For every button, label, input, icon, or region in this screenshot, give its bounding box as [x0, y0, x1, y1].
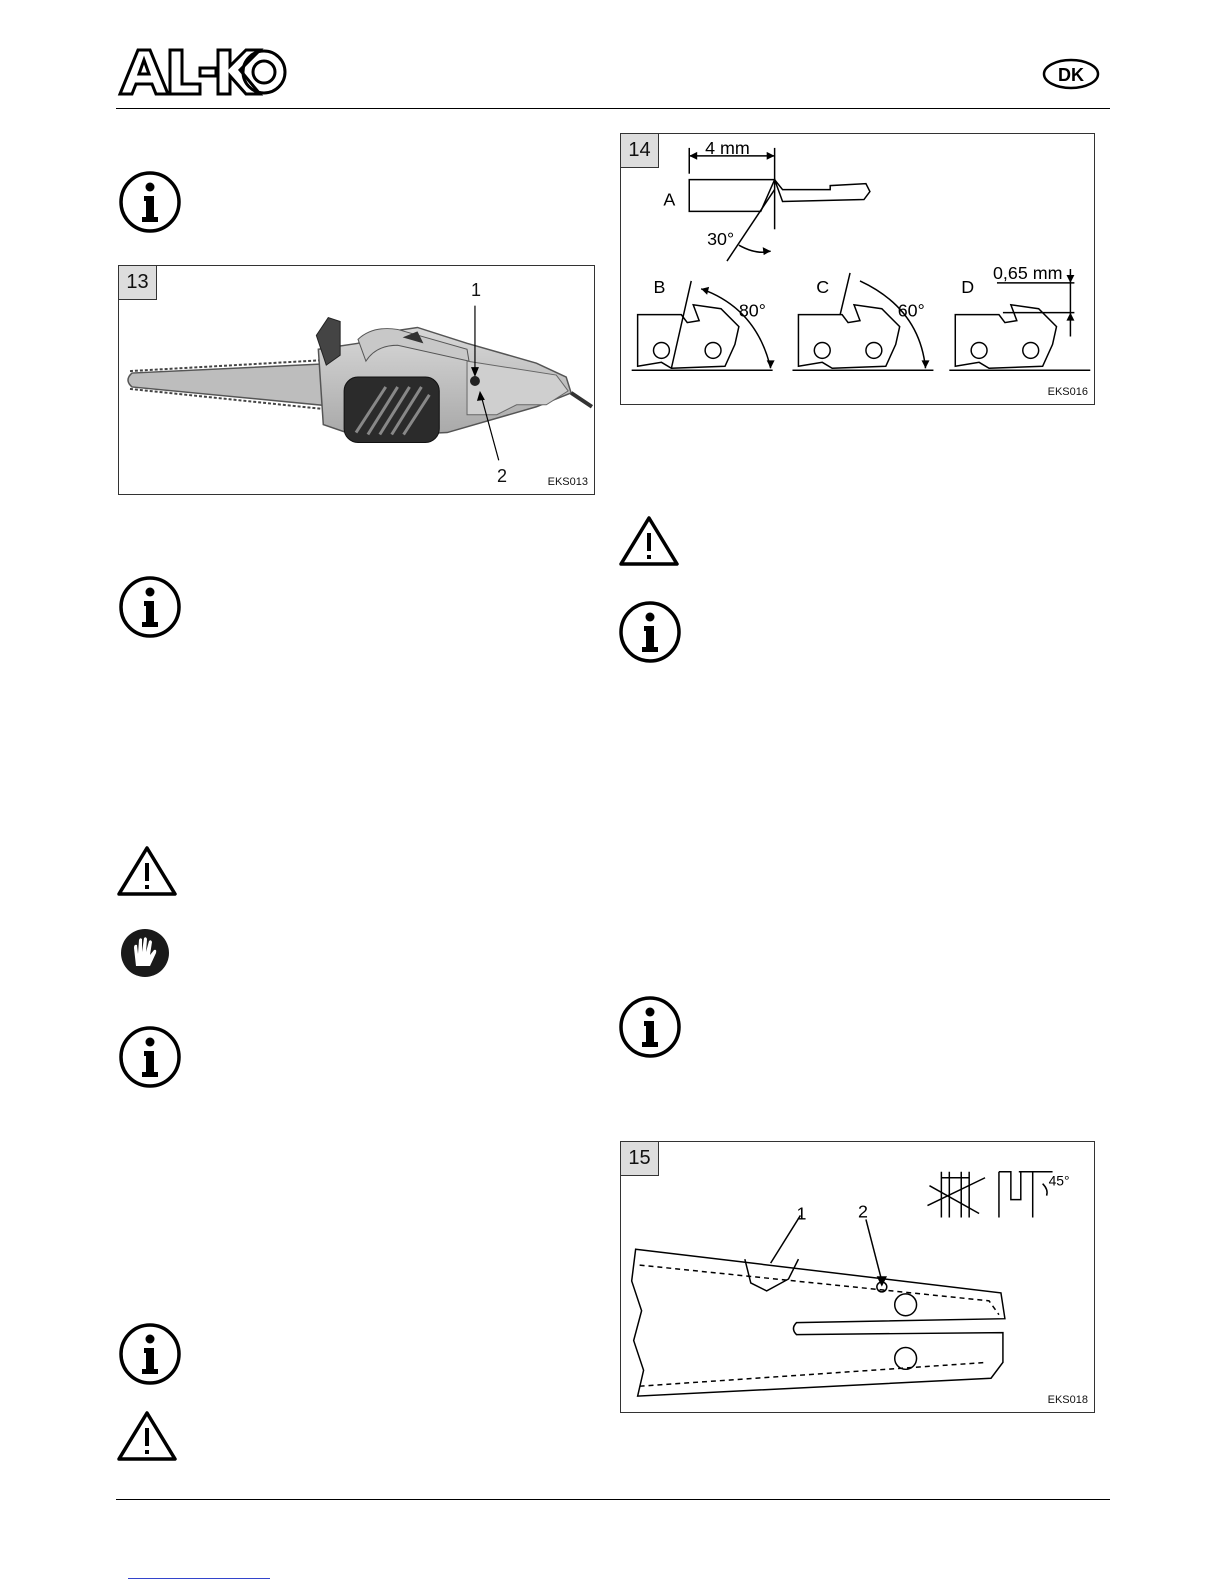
callout-1: 1 — [471, 280, 482, 300]
callout-2: 2 — [497, 466, 508, 486]
figure-14-number: 14 — [621, 134, 659, 168]
figure-13-code: EKS013 — [547, 476, 588, 488]
alko-logo-graphic — [116, 46, 288, 98]
callout-1: 1 — [796, 1203, 807, 1224]
info-icon — [118, 1322, 182, 1386]
info-icon — [118, 575, 182, 639]
figure-15 — [620, 1141, 1095, 1413]
alko-logo — [116, 46, 288, 98]
language-badge — [1042, 58, 1100, 90]
warning-icon — [618, 515, 680, 567]
figure-15-code: EKS018 — [1047, 1394, 1088, 1406]
guide-bar-diagram — [621, 1142, 1094, 1412]
angle-45: 45° — [1048, 1172, 1070, 1189]
figure-13-number: 13 — [119, 266, 157, 300]
dim-depth: 0,65 mm — [992, 262, 1063, 283]
chainsaw-photo — [119, 266, 594, 494]
angle-80: 80° — [738, 300, 766, 321]
angle-30: 30° — [707, 229, 735, 250]
footer-rule — [116, 1499, 1110, 1500]
warning-icon — [116, 845, 178, 897]
label-c: C — [816, 276, 830, 297]
footer-link-underline[interactable] — [128, 1578, 270, 1579]
angle-60: 60° — [897, 300, 925, 321]
info-icon — [618, 995, 682, 1059]
chain-tooth-diagram — [621, 134, 1094, 404]
label-b: B — [653, 276, 666, 297]
dim-length: 4 mm — [705, 137, 750, 158]
figure-14-code: EKS016 — [1047, 386, 1088, 398]
gloves-icon — [120, 928, 170, 978]
info-icon — [118, 1025, 182, 1089]
figure-15-number: 15 — [621, 1142, 659, 1176]
callout-2: 2 — [857, 1201, 868, 1222]
label-d: D — [961, 276, 975, 297]
figure-13 — [118, 265, 595, 495]
label-a: A — [663, 189, 676, 210]
warning-icon — [116, 1410, 178, 1462]
language-badge-text: DK — [1058, 65, 1084, 85]
header-rule — [116, 108, 1110, 109]
info-icon — [618, 600, 682, 664]
info-icon — [118, 170, 182, 234]
figure-14 — [620, 133, 1095, 405]
